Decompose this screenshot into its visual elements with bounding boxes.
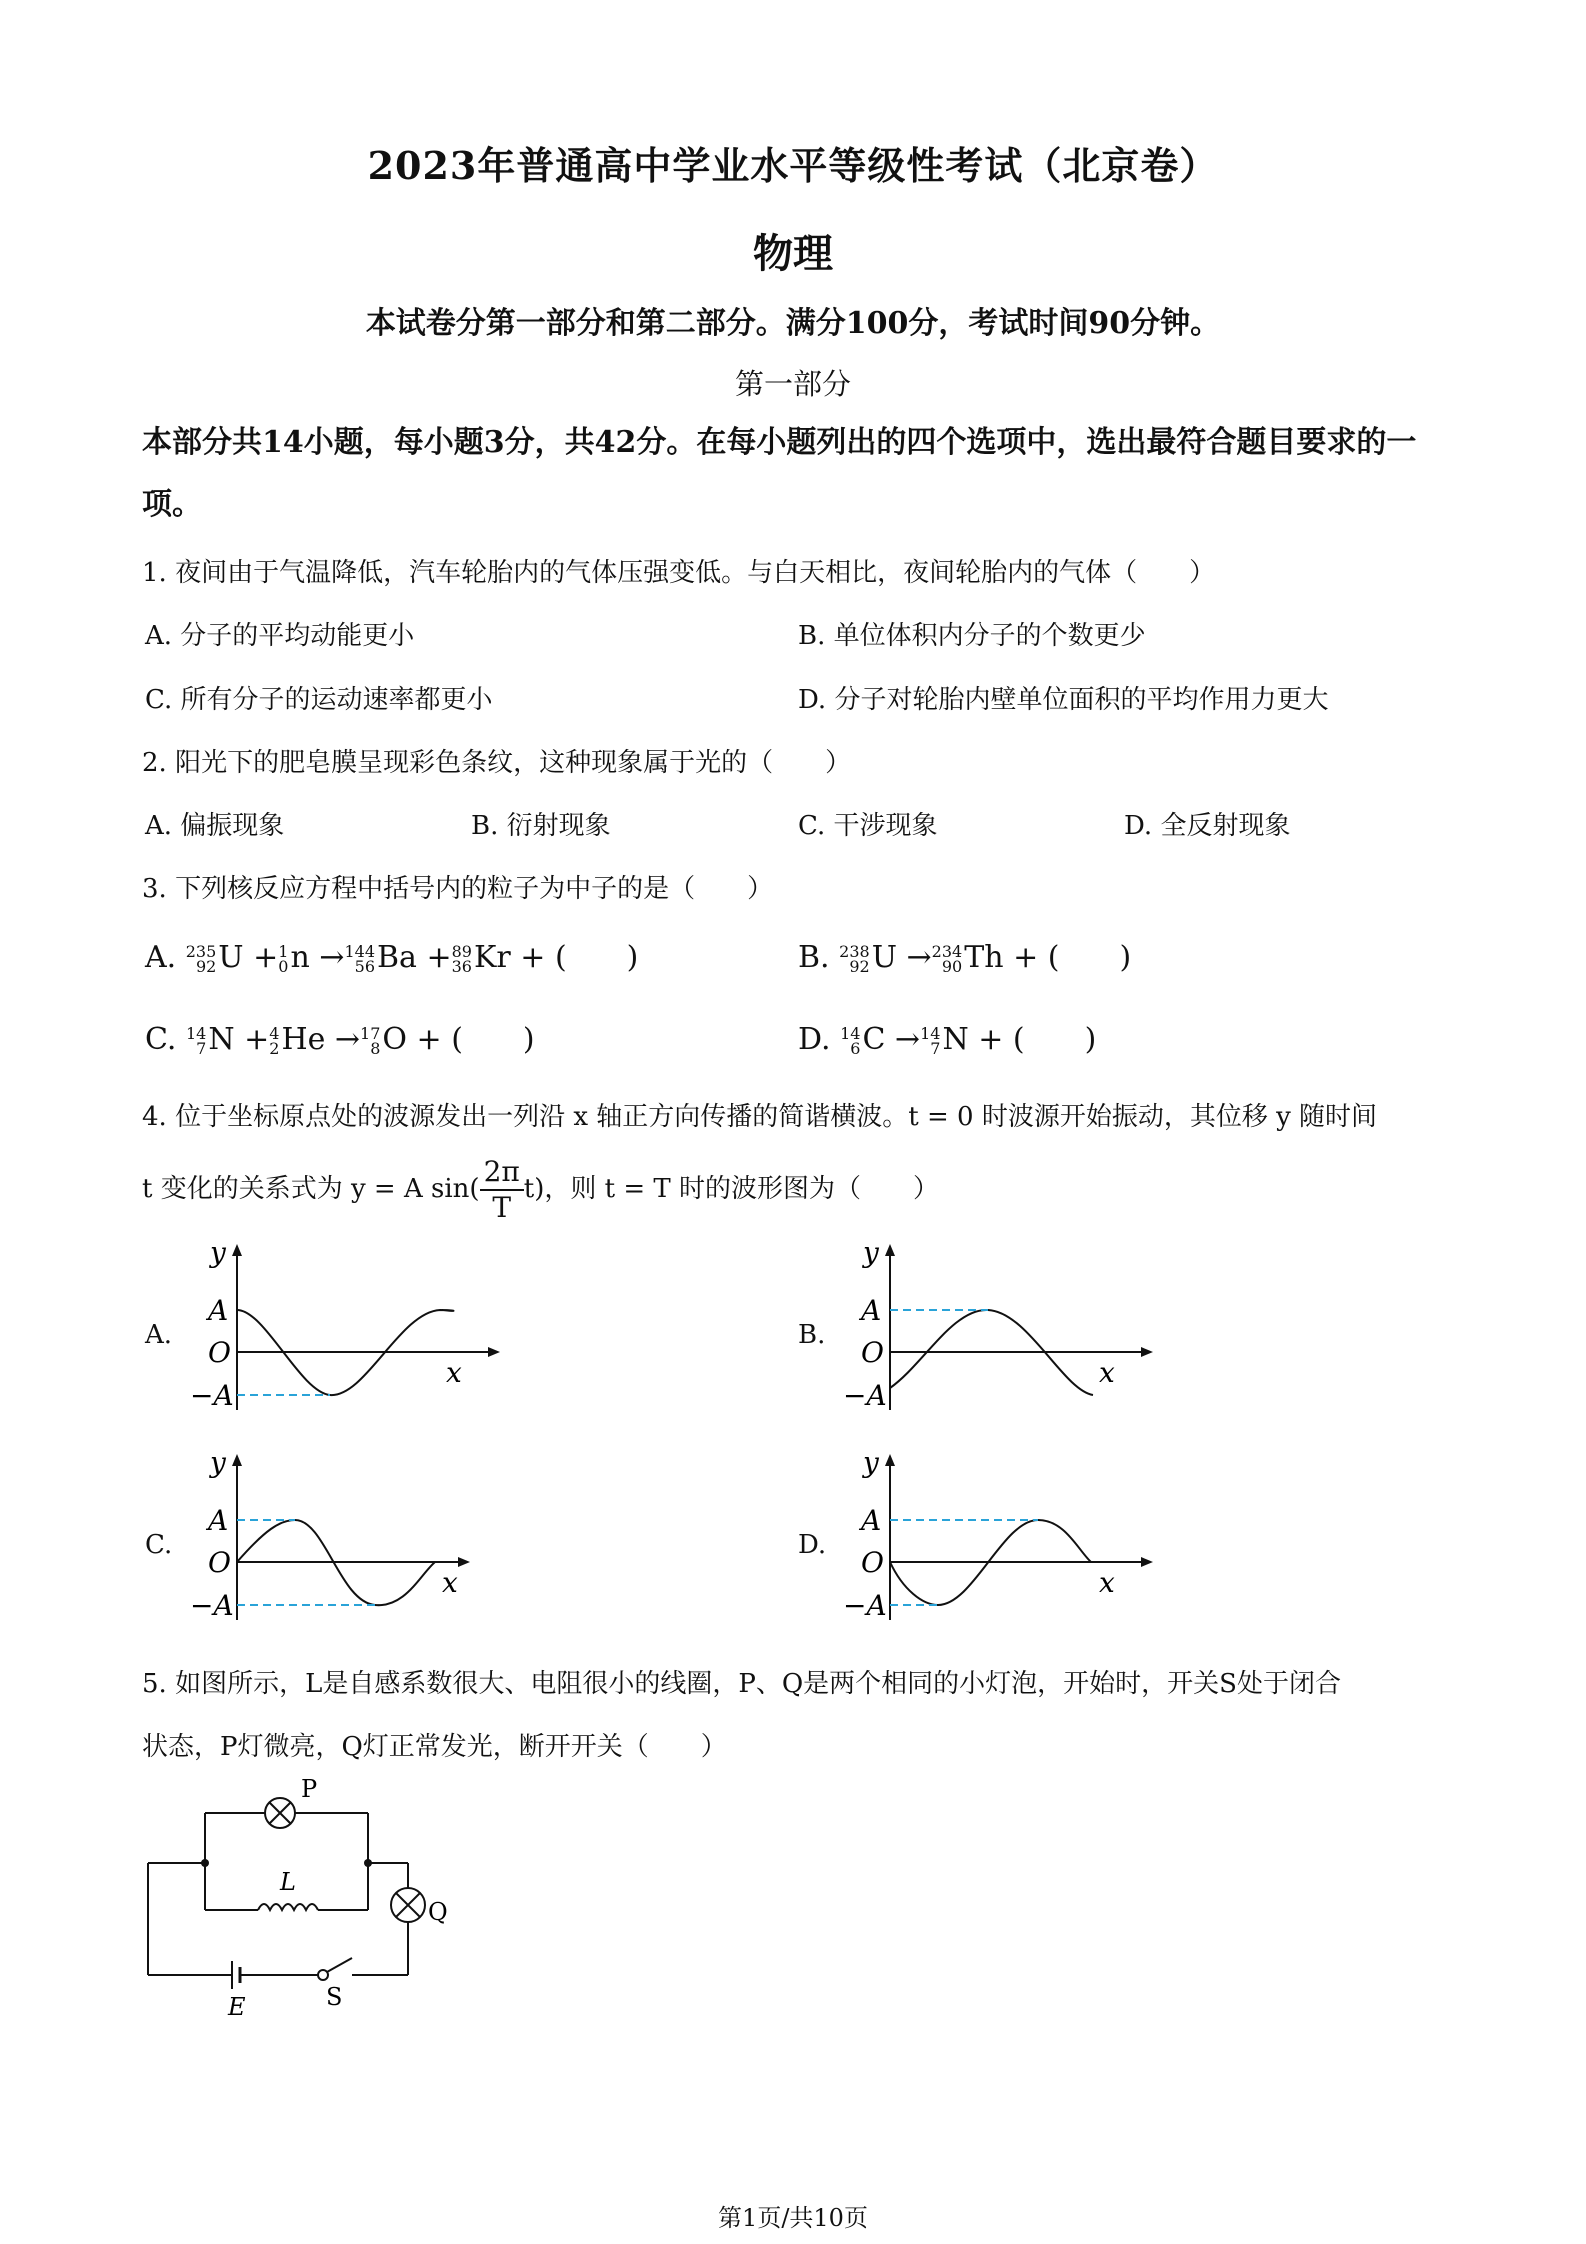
q3-b-label: B.: [798, 940, 830, 975]
axis-x: x: [442, 1566, 458, 1599]
q3-option-a[interactable]: A. 235 92 U + 1 0 n → 144 56 Ba + 89 36 Kr + ( ): [145, 940, 639, 976]
inductor-icon: [258, 1904, 318, 1910]
subject-title: 物理: [753, 230, 833, 277]
q5-stem-line2: 状态，P灯微亮，Q灯正常发光，断开开关（ ）: [142, 1732, 727, 1762]
q4-stem-line1: 4. 位于坐标原点处的波源发出一列沿 x 轴正方向传播的简谐横波。t = 0 时波源开始振动，其位移 y 随时间: [142, 1102, 1378, 1132]
axis-A: A: [208, 1294, 229, 1327]
q3-d-paren: ( ): [1012, 1022, 1097, 1057]
exam-intro: 本试卷分第一部分和第二部分。满分100分，考试时间90分钟。: [365, 306, 1221, 341]
q4-option-a-label[interactable]: A.: [145, 1320, 173, 1350]
axis-y: y: [210, 1240, 226, 1269]
q2-option-a[interactable]: A. 偏振现象: [145, 811, 285, 841]
q4-graph-a: [150, 1240, 510, 1420]
q3-b-paren: ( ): [1047, 940, 1132, 975]
axis-O: O: [208, 1546, 231, 1579]
q3-option-b[interactable]: B. 238 92 U → 234 90 Th + ( ): [798, 940, 1132, 976]
axis-negA: −A: [190, 1379, 234, 1412]
q4-option-d-label[interactable]: D.: [798, 1530, 827, 1560]
page-footer: 第1页/共10页: [718, 2204, 868, 2232]
label-P: P: [301, 1775, 318, 1803]
q3-stem: 3. 下列核反应方程中括号内的粒子为中子的是（ ）: [142, 874, 774, 904]
q3-option-c[interactable]: C. 14 7 N + 4 2 He → 17 8 O + ( ): [145, 1022, 535, 1058]
q4-graph-d: [803, 1450, 1163, 1630]
axis-O: O: [861, 1546, 884, 1579]
label-S: S: [326, 1983, 343, 2011]
q3-option-d[interactable]: D. 14 6 C → 14 7 N + ( ): [798, 1022, 1097, 1058]
axis-y: y: [863, 1450, 879, 1479]
part-instructions: 本部分共14小题，每小题3分，共42分。在每小题列出的四个选项中，选出最符合题目要求的一项。: [142, 425, 1417, 522]
label-L: L: [280, 1868, 296, 1896]
axis-x: x: [446, 1356, 462, 1389]
q2-option-d[interactable]: D. 全反射现象: [1124, 811, 1291, 841]
axis-A: A: [861, 1504, 882, 1537]
q2-option-b[interactable]: B. 衍射现象: [471, 811, 611, 841]
label-E: E: [228, 1993, 246, 2015]
q4-graph-b: [803, 1240, 1163, 1420]
axis-A: A: [861, 1294, 882, 1327]
q1-option-b[interactable]: B. 单位体积内分子的个数更少: [798, 621, 1146, 651]
q1-stem: 1. 夜间由于气温降低，汽车轮胎内的气体压强变低。与白天相比，夜间轮胎内的气体（ ）: [142, 558, 1216, 588]
label-Q: Q: [428, 1898, 448, 1926]
q3-a-label: A.: [145, 940, 177, 975]
q3-d-label: D.: [798, 1022, 831, 1057]
q1-option-a[interactable]: A. 分子的平均动能更小: [145, 621, 415, 651]
q2-stem: 2. 阳光下的肥皂膜呈现彩色条纹，这种现象属于光的（ ）: [142, 748, 852, 778]
axis-O: O: [208, 1336, 231, 1369]
switch-icon: [318, 1970, 328, 1980]
q2-option-c[interactable]: C. 干涉现象: [798, 811, 938, 841]
q4-stem-pre: t 变化的关系式为 y = A sin(: [142, 1174, 480, 1204]
part-heading: 第一部分: [734, 367, 851, 401]
q3-c-paren: ( ): [451, 1022, 535, 1057]
axis-x: x: [1099, 1566, 1115, 1599]
q4-fraction: $\frac{2\pi}{T}$: [480, 1155, 524, 1225]
q1-option-c[interactable]: C. 所有分子的运动速率都更小: [145, 685, 493, 715]
q4-graph-c: [150, 1450, 510, 1630]
axis-negA: −A: [843, 1589, 887, 1622]
axis-x: x: [1099, 1356, 1115, 1389]
axis-A: A: [208, 1504, 229, 1537]
axis-O: O: [861, 1336, 884, 1369]
q5-circuit-diagram: [140, 1775, 480, 2015]
q4-stem-post: t)，则 t = T 时的波形图为（ ）: [523, 1174, 940, 1204]
q3-c-label: C.: [145, 1022, 177, 1057]
axis-y: y: [863, 1240, 879, 1269]
q4-option-c-label[interactable]: C.: [145, 1530, 173, 1560]
q4-option-b-label[interactable]: B.: [798, 1320, 826, 1350]
axis-negA: −A: [190, 1589, 234, 1622]
q5-stem-line1: 5. 如图所示，L是自感系数很大、电阻很小的线圈，P、Q是两个相同的小灯泡，开始时，开关S处于闭合: [142, 1669, 1341, 1699]
axis-negA: −A: [843, 1379, 887, 1412]
axis-y: y: [210, 1450, 226, 1479]
q1-option-d[interactable]: D. 分子对轮胎内壁单位面积的平均作用力更大: [798, 685, 1329, 715]
q3-a-paren: ( ): [554, 940, 639, 975]
q4-stem-line2: [142, 1155, 939, 1225]
exam-title: 2023年普通高中学业水平等级性考试（北京卷）: [367, 143, 1219, 188]
